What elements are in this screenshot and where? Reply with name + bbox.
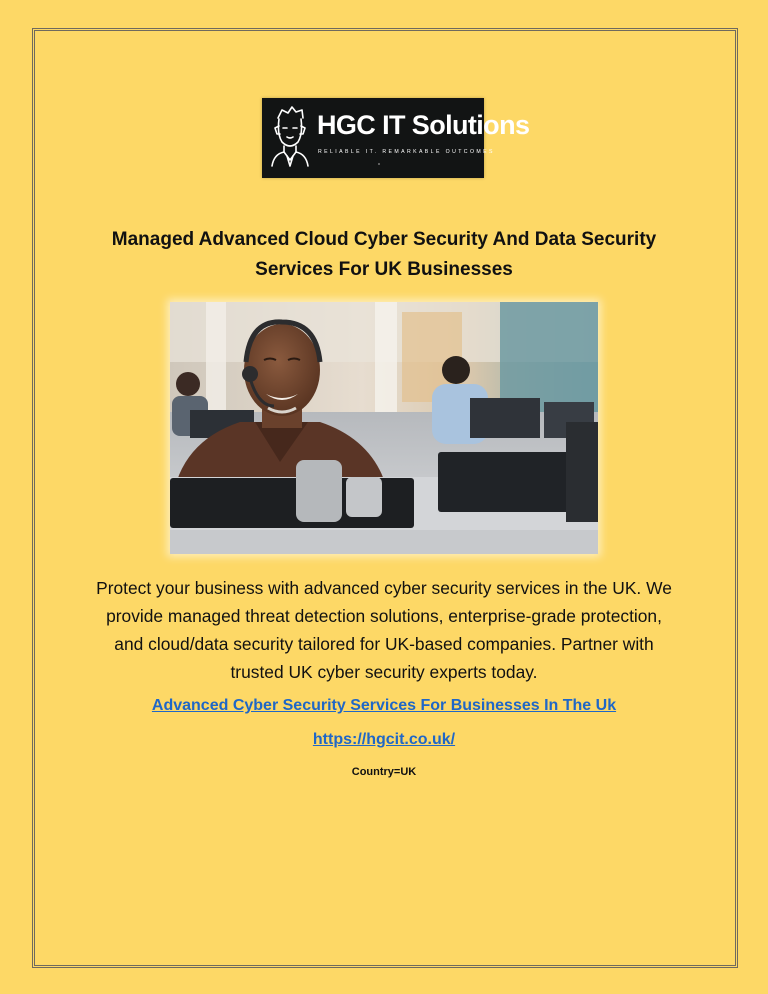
logo-tagline: RELIABLE IT. REMARKABLE OUTCOMES xyxy=(318,149,495,155)
services-link[interactable]: Advanced Cyber Security Services For Businesses In The Uk xyxy=(151,697,617,714)
website-link[interactable]: https://hgcit.co.uk/ xyxy=(312,731,456,748)
smiling-support-agent-photo xyxy=(170,302,598,554)
logo-dot xyxy=(378,163,380,165)
country-label: Country=UK xyxy=(351,766,417,778)
company-logo xyxy=(262,98,530,178)
page-title: Managed Advanced Cloud Cyber Security And Data Security Services For UK Businesses xyxy=(111,229,657,280)
person-outline-icon xyxy=(268,104,312,168)
logo-name: HGC IT Solutions xyxy=(317,110,530,140)
description-paragraph: Protect your business with advanced cyber security services in the UK. We provide managed threat detection solutions, enterprise-grade protection, and cloud/data security tailored for UK-based companies. Partner with trusted UK cyber security experts today. xyxy=(96,578,672,682)
